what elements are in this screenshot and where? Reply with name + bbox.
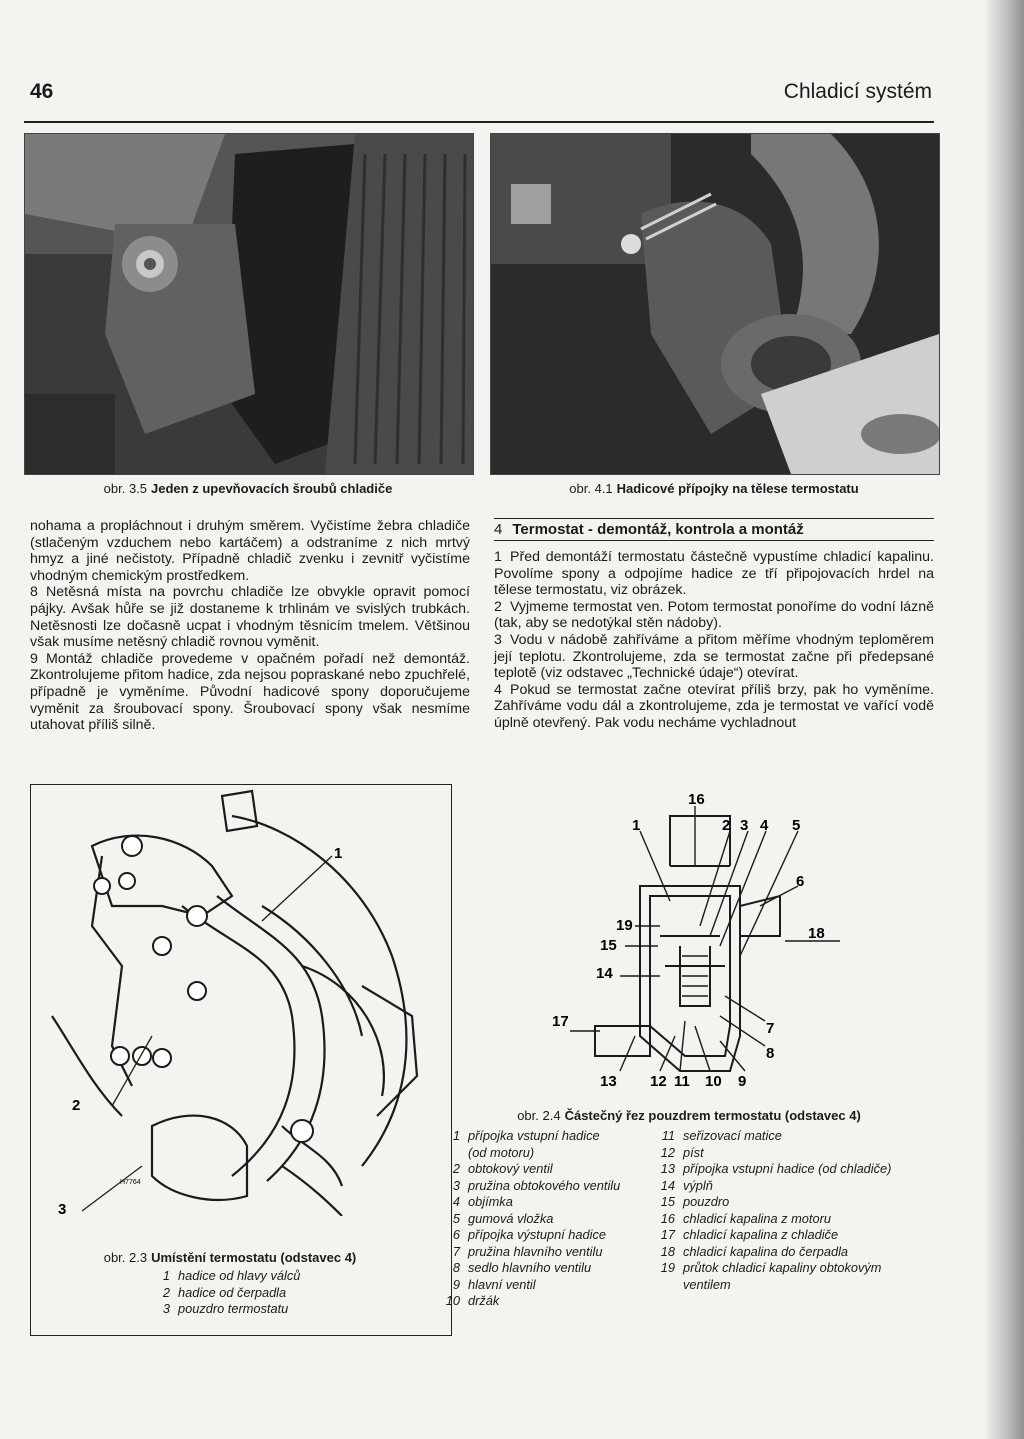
legend-num xyxy=(440,1145,460,1162)
photo-radiator-bolt xyxy=(24,133,474,475)
page-number: 46 xyxy=(30,80,54,103)
fig23-callout-3: 3 xyxy=(58,1201,67,1216)
legend-row xyxy=(655,1194,945,1211)
paragraph xyxy=(494,599,934,632)
legend-row xyxy=(150,1268,410,1285)
fig24-caption-label: obr. 2.4 xyxy=(517,1108,561,1123)
fig24-callout-14: 14 xyxy=(596,965,613,982)
legend-text: hadice od hlavy válců xyxy=(178,1268,301,1283)
legend-row xyxy=(440,1161,660,1178)
legend-num: 13 xyxy=(660,1161,675,1176)
legend-text: ventilem xyxy=(683,1276,731,1292)
legend-num: 8 xyxy=(452,1260,460,1275)
photo-right-caption xyxy=(490,481,938,496)
legend-row xyxy=(150,1285,410,1302)
legend-text: pouzdro termostatu xyxy=(178,1301,289,1316)
legend-text: chladicí kapalina z chladiče xyxy=(683,1227,839,1242)
fig24-callout-17: 17 xyxy=(552,1013,569,1030)
legend-row xyxy=(440,1194,660,1211)
header-rule xyxy=(24,121,934,123)
fig24-callout-1: 1 xyxy=(632,817,641,834)
legend-num: 16 xyxy=(660,1210,675,1226)
fig24-callout-2: 2 xyxy=(722,817,731,834)
legend-num: 9 xyxy=(452,1276,460,1292)
section-number: 4 xyxy=(494,521,503,538)
photo-right-caption-text: Hadicové přípojky na tělese termostatu xyxy=(616,481,859,496)
legend-row xyxy=(440,1260,660,1277)
legend-num: 2 xyxy=(452,1161,460,1176)
legend-row xyxy=(655,1277,945,1294)
right-column-text xyxy=(494,549,934,732)
legend-num: 10 xyxy=(445,1293,460,1308)
paragraph-number: 2 xyxy=(494,598,502,615)
figure-2-4-legend-right xyxy=(655,1128,945,1293)
section-title: Termostat - demontáž, kontrola a montáž xyxy=(512,521,804,538)
legend-row xyxy=(655,1145,945,1162)
legend-text: hadice od čerpadla xyxy=(178,1284,287,1300)
photo-left-caption-text: Jeden z upevňovacích šroubů chladiče xyxy=(151,481,393,496)
fig24-callout-10: 10 xyxy=(705,1073,722,1090)
legend-num: 19 xyxy=(660,1260,675,1275)
fig23-stamp: H7764 xyxy=(120,1179,141,1186)
legend-text: seřizovací matice xyxy=(683,1128,782,1143)
figure-2-3-caption xyxy=(80,1250,380,1265)
paragraph-text: Před demontáží termostatu částečně vypustíme chladicí kapalinu. Povolíme spony a odpojíme hadice ze tří připojovacích hrdel na tělese termostatu, viz obrázek. xyxy=(494,549,934,599)
fig24-callout-16: 16 xyxy=(688,791,705,808)
fig24-callout-15: 15 xyxy=(600,937,617,954)
legend-text: chladicí kapalina z motoru xyxy=(683,1210,831,1226)
legend-row xyxy=(440,1227,660,1244)
legend-num: 1 xyxy=(162,1268,170,1283)
paragraph-number: 3 xyxy=(494,631,502,648)
legend-num: 7 xyxy=(452,1243,460,1259)
paragraph-number: 9 xyxy=(30,650,38,667)
legend-num: 5 xyxy=(452,1210,460,1226)
legend-row xyxy=(440,1128,660,1145)
paragraph-text: Vyjmeme termostat ven. Potom termostat ponoříme do vodní lázně (tak, aby se nedotýkal stěn nádoby). xyxy=(494,598,934,632)
legend-num: 3 xyxy=(162,1301,170,1316)
legend-row xyxy=(440,1211,660,1228)
legend-num xyxy=(655,1277,675,1294)
page-edge-shadow xyxy=(984,0,1024,1439)
paragraph-number: 1 xyxy=(494,549,502,565)
legend-text: obtokový ventil xyxy=(468,1161,553,1176)
legend-row xyxy=(440,1277,660,1294)
fig24-callout-13: 13 xyxy=(600,1073,617,1090)
fig23-callout-2: 2 xyxy=(72,1097,81,1114)
legend-text: pružina obtokového ventilu xyxy=(468,1177,621,1193)
legend-text: průtok chladicí kapaliny obtokovým xyxy=(683,1260,882,1275)
figure-2-3-drawing xyxy=(32,786,450,1216)
fig24-callout-6: 6 xyxy=(796,873,805,890)
legend-text: držák xyxy=(468,1293,500,1308)
fig23-caption-text: Umístění termostatu (odstavec 4) xyxy=(151,1250,357,1265)
legend-row xyxy=(655,1178,945,1195)
legend-text: píst xyxy=(683,1144,704,1160)
left-column-text xyxy=(30,518,470,734)
paragraph-text: Netěsná místa na povrchu chladiče lze obvykle opravit pomocí pájky. Avšak hůře se již dostaneme k trhlinám ve svislých trubkách. Netěsnosti lze dočasně ucpat i vhodným těsnicím tmelem. Většinou však musíme netěsný chladič rovnou vyměnit. xyxy=(30,584,470,651)
fig24-callout-9: 9 xyxy=(738,1073,747,1090)
legend-num: 12 xyxy=(660,1144,675,1160)
paragraph xyxy=(30,518,470,584)
legend-num: 6 xyxy=(452,1227,460,1242)
legend-text: objímka xyxy=(468,1194,513,1209)
legend-row xyxy=(440,1178,660,1195)
figure-2-3-legend xyxy=(150,1268,410,1318)
fig24-caption-text: Částečný řez pouzdrem termostatu (odstavec 4) xyxy=(564,1108,861,1123)
figure-2-4-legend-left xyxy=(440,1128,660,1310)
legend-text: (od motoru) xyxy=(468,1144,535,1160)
legend-num: 4 xyxy=(452,1194,460,1209)
legend-num: 1 xyxy=(452,1128,460,1143)
legend-text: výplň xyxy=(683,1177,713,1193)
legend-text: chladicí kapalina do čerpadla xyxy=(683,1243,849,1259)
legend-row xyxy=(655,1260,945,1277)
fig24-callout-3: 3 xyxy=(740,817,749,834)
paragraph-text: Montáž chladiče provedeme v opačném pořadí než demontáž. Zkontrolujeme přitom hadice, zda nejsou popraskané nebo zpuchřelé, případně je vyměníme. Původní hadicové spony doporučujeme vyměnit za šroubovací spony. Šroubovací spony však nesmíme utahovat příliš silně. xyxy=(30,650,470,734)
fig24-callout-11: 11 xyxy=(674,1073,690,1090)
photo-right-caption-label: obr. 4.1 xyxy=(569,481,613,496)
paragraph-text: nohama a propláchnout i druhým směrem. Vyčistíme žebra chladiče (stlačeným vzduchem nebo kartáčem) a odstraníme z nich mrtvý hmyz a jiné nečistoty. Případně chladič zvenku i zevnitř vyčistíme vhodným chemickým prostředkem. xyxy=(30,518,470,584)
fig24-callout-4: 4 xyxy=(760,817,769,834)
paragraph xyxy=(494,682,934,732)
legend-text: sedlo hlavního ventilu xyxy=(468,1260,592,1275)
fig24-callout-18: 18 xyxy=(808,925,825,942)
paragraph-number: 4 xyxy=(494,681,502,698)
paragraph-text: Vodu v nádobě zahříváme a přitom měříme vhodným teploměrem její teplotu. Zkontrolujeme, zda se termostat začne při předepsané teplotě (viz odstavec „Technické údaje“) otevírat. xyxy=(494,631,934,682)
legend-row xyxy=(655,1128,945,1145)
paragraph xyxy=(30,651,470,734)
fig23-caption-label: obr. 2.3 xyxy=(103,1250,148,1265)
paragraph-number: 8 xyxy=(30,584,38,601)
legend-row xyxy=(440,1244,660,1261)
figure-2-4-drawing xyxy=(540,786,860,1096)
legend-text: přípojka výstupní hadice xyxy=(468,1227,607,1242)
legend-row xyxy=(655,1161,945,1178)
photo-thermostat-hoses xyxy=(490,133,940,475)
legend-num: 18 xyxy=(660,1243,675,1259)
paragraph xyxy=(30,584,470,650)
figure-2-4-caption xyxy=(494,1108,884,1123)
photo-left-caption xyxy=(24,481,472,496)
legend-row xyxy=(655,1244,945,1261)
fig24-callout-7: 7 xyxy=(766,1020,775,1037)
section-heading xyxy=(494,518,934,541)
fig24-callout-19: 19 xyxy=(616,917,633,934)
legend-num: 3 xyxy=(452,1177,460,1193)
paragraph xyxy=(494,549,934,599)
legend-text: přípojka vstupní hadice xyxy=(468,1128,600,1143)
legend-row xyxy=(440,1145,660,1162)
legend-text: pouzdro xyxy=(683,1194,730,1209)
chapter-title: Chladicí systém xyxy=(783,80,932,103)
fig24-callout-8: 8 xyxy=(766,1045,775,1062)
legend-row xyxy=(440,1293,660,1310)
legend-num: 2 xyxy=(162,1284,170,1300)
fig23-callout-1: 1 xyxy=(334,845,343,862)
legend-text: přípojka vstupní hadice (od chladiče) xyxy=(683,1161,892,1176)
fig24-callout-12: 12 xyxy=(650,1073,667,1090)
legend-text: pružina hlavního ventilu xyxy=(468,1243,603,1259)
legend-row xyxy=(655,1211,945,1228)
legend-num: 17 xyxy=(660,1227,675,1242)
legend-text: hlavní ventil xyxy=(468,1276,536,1292)
legend-num: 14 xyxy=(660,1177,675,1193)
paragraph-text: Pokud se termostat začne otevírat příliš brzy, pak ho vyměníme. Zahříváme vodu dál a zkontrolujeme, zda je termostat ve vařící vodě úplně otevřený. Pak vodu necháme vychladnout xyxy=(494,681,934,731)
legend-row xyxy=(150,1301,410,1318)
paragraph xyxy=(494,632,934,682)
legend-text: gumová vložka xyxy=(468,1210,554,1226)
legend-num: 11 xyxy=(661,1128,675,1143)
fig24-callout-5: 5 xyxy=(792,817,801,834)
photo-left-caption-label: obr. 3.5 xyxy=(103,481,148,496)
legend-num: 15 xyxy=(660,1194,675,1209)
legend-row xyxy=(655,1227,945,1244)
